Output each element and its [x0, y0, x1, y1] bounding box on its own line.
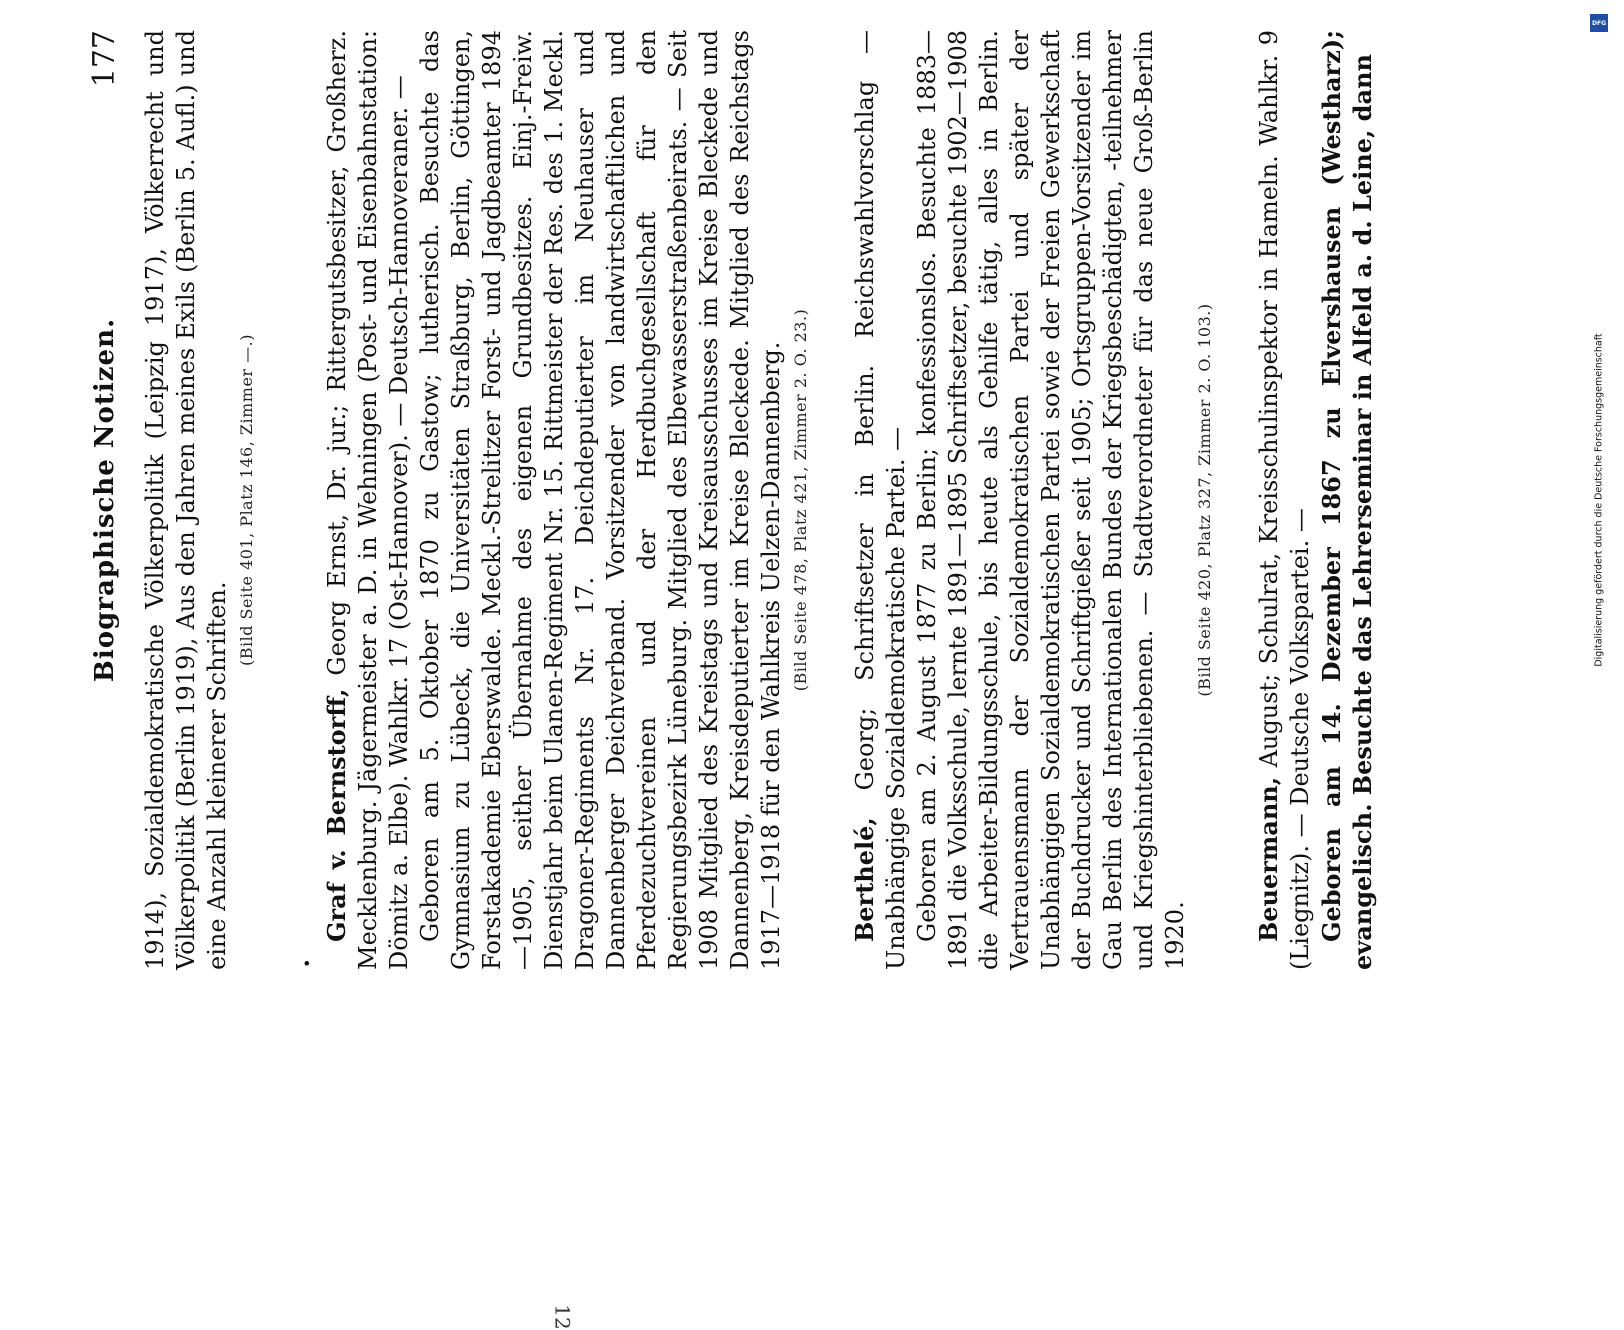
entry-bio: Geboren am 2. August 1877 zu Berlin; konfessionslos. Besuchte 1883—1891 die Volksschule, lernte 1891—1895 Schriftsetzer, besuchte 1902—1908 die Arbeiter-Bildungsschule, bis heute als Gehilfe tätig, alles in Berlin. Vertrauensmann der Sozialdemokratischen Partei und später der Unabhängigen Sozialdemokratischen Partei sowie der Freien Gewerkschaft der Buchdrucker und Schriftgießer seit 1905; Ortsgruppen-Vorsitzender im Gau Berlin des Internationalen Bundes der Kriegsbeschädigten, -teilnehmer und Kriegshinterbliebenen. — Stadtverordneter für das neue Groß-Berlin 1920.	[913, 30, 1189, 970]
dfg-logo: DFG	[1590, 14, 1608, 32]
entry-details: August; Schulrat, Kreisschulinspektor in Hameln. Wahlkr. 9 (Liegnitz). — Deutsche Volkspartei. —	[1255, 30, 1314, 970]
image-caption: (Bild Seite 401, Platz 146, Zimmer —.)	[237, 334, 256, 666]
footer-strip	[1588, 0, 1610, 1000]
entry-beuermann	[1253, 30, 1316, 970]
digitization-credit: Digitalisierung gefördert durch die Deutsche Forschungsgemeinschaft	[1593, 333, 1605, 667]
signature-mark: 12	[550, 1304, 575, 1330]
entry-bio: Geboren am 14. Dezember 1867 zu Elvershausen (Westharz); evangelisch. Besuchte das Lehrerseminar in Alfeld a. d. Leine, dann	[1317, 30, 1377, 970]
entry-details: Georg Ernst, Dr. jur.; Rittergutsbesitzer, Großherz. Mecklenburg. Jägermeister a. D. in Wehningen (Post- und Eisenbahnstation: Dömitz a. Elbe). Wahlkr. 17 (Ost-Hannover). — Deutsch-Hannoveraner. —	[323, 30, 413, 970]
running-header	[70, 30, 140, 970]
entry-name: Berthelé,	[850, 817, 879, 942]
entry-bernstorff	[321, 30, 415, 970]
running-title: Biographische Notizen.	[90, 317, 120, 683]
page-number: 177	[87, 30, 122, 88]
entry-name: Beuermann,	[1254, 776, 1283, 942]
bullet-mark: •	[298, 958, 317, 968]
paragraph-continuation: 1914), Sozialdemokratische Völkerpolitik (Leipzig 1917), Völkerrecht und Völkerpolitik (Berlin 1919), Aus den Jahren meines Exils (Berlin 5. Aufl.) und eine Anzahl kleinerer Schriften.	[141, 30, 231, 970]
image-caption: (Bild Seite 420, Platz 327, Zimmer 2. O. 103.)	[1195, 303, 1214, 697]
entry-bio: Geboren am 5. Oktober 1870 zu Gastow; lutherisch. Besuchte das Gymnasium zu Lübeck, die Universitäten Straßburg, Berlin, Göttingen, Forstakademie Eberswalde. Meckl.-Strelitzer Forst- und Jagdbeamter 1894—1905, seither Übernahme des eigenen Grundbesitzes. Einj.-Freiw. Dienstjahr beim Ulanen-Regiment Nr. 15. Rittmeister der Res. des 1. Meckl. Dragoner-Regiments Nr. 17. Deichdeputierter im Neuhauser und Dannenberger Deichverband. Vorsitzender von landwirtschaftlichen und Pferdezuchtvereinen und der Herdbuchgesellschaft für den Regierungsbezirk Lüneburg. Mitglied des Elbewasserstraßenbeirats. — Seit 1908 Mitglied des Kreistags und Kreisausschusses im Kreise Bleckede und Dannenberg, Kreisdeputierter im Kreise Bleckede. Mitglied des Reichstags 1917—1918 für den Wahlkreis Uelzen-Dannenberg.	[416, 30, 785, 970]
page-content	[70, 30, 1378, 970]
entry-details: Georg; Schriftsetzer in Berlin. Reichswahlvorschlag — Unabhängige Sozialdemokratische Partei. —	[851, 30, 910, 970]
entry-berthele	[849, 30, 912, 970]
entry-name: Graf v. Bernstorff,	[322, 688, 351, 942]
image-caption: (Bild Seite 478, Platz 421, Zimmer 2. O. 23.)	[791, 308, 810, 692]
